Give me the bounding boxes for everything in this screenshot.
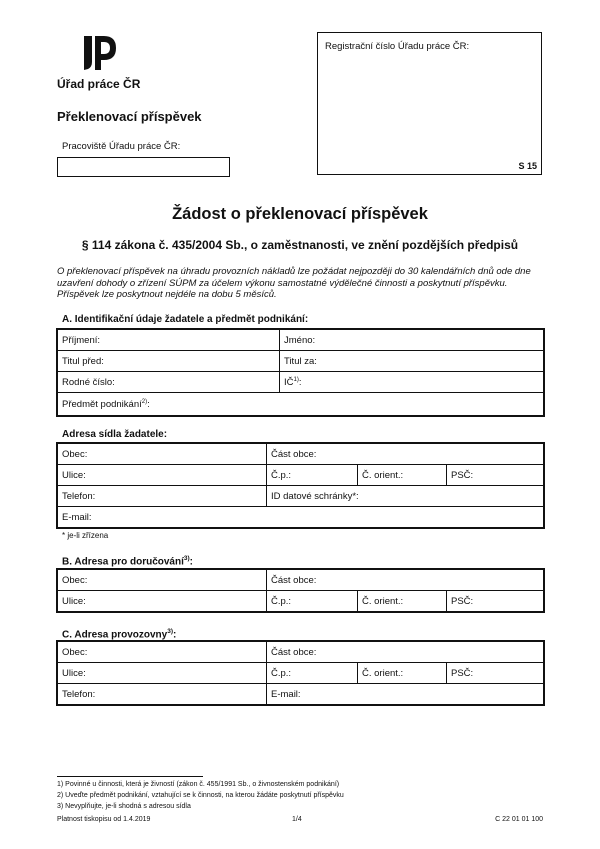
premises-phone-field[interactable]: Telefon:: [58, 684, 267, 705]
delivery-psc-field[interactable]: PSČ:: [447, 591, 544, 612]
registration-label: Registrační číslo Úřadu práce ČR:: [325, 41, 470, 52]
section-b-title: B. Adresa pro doručování$^{3)}$:: [62, 555, 193, 568]
premises-email-field[interactable]: E-mail:: [267, 684, 544, 705]
premises-psc-field[interactable]: PSČ:: [447, 663, 544, 684]
org-name: Úřad práce ČR: [57, 77, 141, 91]
delivery-part-field[interactable]: Část obce:: [267, 570, 544, 591]
title-before-field[interactable]: Titul před:: [58, 351, 280, 372]
premises-co-field[interactable]: Č. orient.:: [358, 663, 447, 684]
workplace-label: Pracoviště Úřadu práce ČR:: [62, 141, 181, 152]
business-field[interactable]: Předmět podnikání$^{2)}$:: [58, 393, 544, 416]
seat-email-field[interactable]: E-mail:: [58, 507, 544, 528]
birth-number-field[interactable]: Rodné číslo:: [58, 372, 280, 393]
title-after-field[interactable]: Titul za:: [280, 351, 544, 372]
section-a-title: A. Identifikační údaje žadatele a předmět podnikání:: [62, 314, 309, 325]
section-c-title: C. Adresa provozovny$^{3)}$:: [62, 628, 177, 641]
page-number: 1/4: [292, 816, 302, 823]
seat-street-field[interactable]: Ulice:: [58, 465, 267, 486]
footnote-3: 3) Nevyplňujte, je-li shodná s adresou sídla: [57, 803, 191, 810]
delivery-municipality-field[interactable]: Obec:: [58, 570, 267, 591]
seat-databox-field[interactable]: ID datové schránky*:: [267, 486, 544, 507]
seat-psc-field[interactable]: PSČ:: [447, 465, 544, 486]
seat-phone-field[interactable]: Telefon:: [58, 486, 267, 507]
premises-part-field[interactable]: Část obce:: [267, 642, 544, 663]
first-name-field[interactable]: Jméno:: [280, 330, 544, 351]
seat-address-title: Adresa sídla žadatele:: [62, 429, 168, 440]
ico-field[interactable]: IČ$^{1)}$:: [280, 372, 544, 393]
seat-cp-field[interactable]: Č.p.:: [267, 465, 358, 486]
surname-field[interactable]: Příjmení:: [58, 330, 280, 351]
footnote-1: 1) Povinné u činnosti, která je živností (zákon č. 455/1991 Sb., o živnostenském podnikání): [57, 781, 340, 788]
law-reference: § 114 zákona č. 435/2004 Sb., o zaměstnanosti, ve znění pozdějších předpisů: [81, 238, 519, 252]
seat-co-field[interactable]: Č. orient.:: [358, 465, 447, 486]
form-code: S 15: [518, 161, 537, 171]
seat-part-field[interactable]: Část obce:: [267, 444, 544, 465]
form-subtitle: Překlenovací příspěvek: [57, 109, 202, 124]
validity-date: Platnost tiskopisu od 1.4.2019: [57, 816, 151, 823]
urad-prace-logo-icon: [80, 32, 120, 72]
footnote-divider: [57, 776, 203, 777]
delivery-co-field[interactable]: Č. orient.:: [358, 591, 447, 612]
workplace-input[interactable]: [57, 157, 230, 177]
premises-street-field[interactable]: Ulice:: [58, 663, 267, 684]
delivery-cp-field[interactable]: Č.p.:: [267, 591, 358, 612]
delivery-street-field[interactable]: Ulice:: [58, 591, 267, 612]
seat-address-table: [57, 443, 544, 528]
section-c-table: [57, 641, 544, 705]
section-b-table: [57, 569, 544, 612]
form-number: C 22 01 01 100: [495, 816, 543, 823]
intro-text: O překlenovací příspěvek na úhradu provozních nákladů lze požádat nejpozději do 30 kalendářních dnů ode dne uzavření dohody o zřízení SÚPM za účelem výkonu samostatné výdělečné činnosti a poskytnutí příspěvku. Příspěvek lze poskytnout nejdéle na dobu 5 měsíců.: [57, 266, 531, 300]
premises-municipality-field[interactable]: Obec:: [58, 642, 267, 663]
footnote-2: 2) Uveďte předmět podnikání, vztahující se k činnosti, na kterou žádáte poskytnutí příspěvku: [57, 792, 344, 799]
seat-municipality-field[interactable]: Obec:: [58, 444, 267, 465]
databox-note: * je-li zřízena: [62, 531, 109, 540]
registration-box[interactable]: [317, 32, 542, 175]
section-a-table: [57, 329, 544, 416]
page-title: Žádost o překlenovací příspěvek: [172, 205, 428, 223]
premises-cp-field[interactable]: Č.p.:: [267, 663, 358, 684]
